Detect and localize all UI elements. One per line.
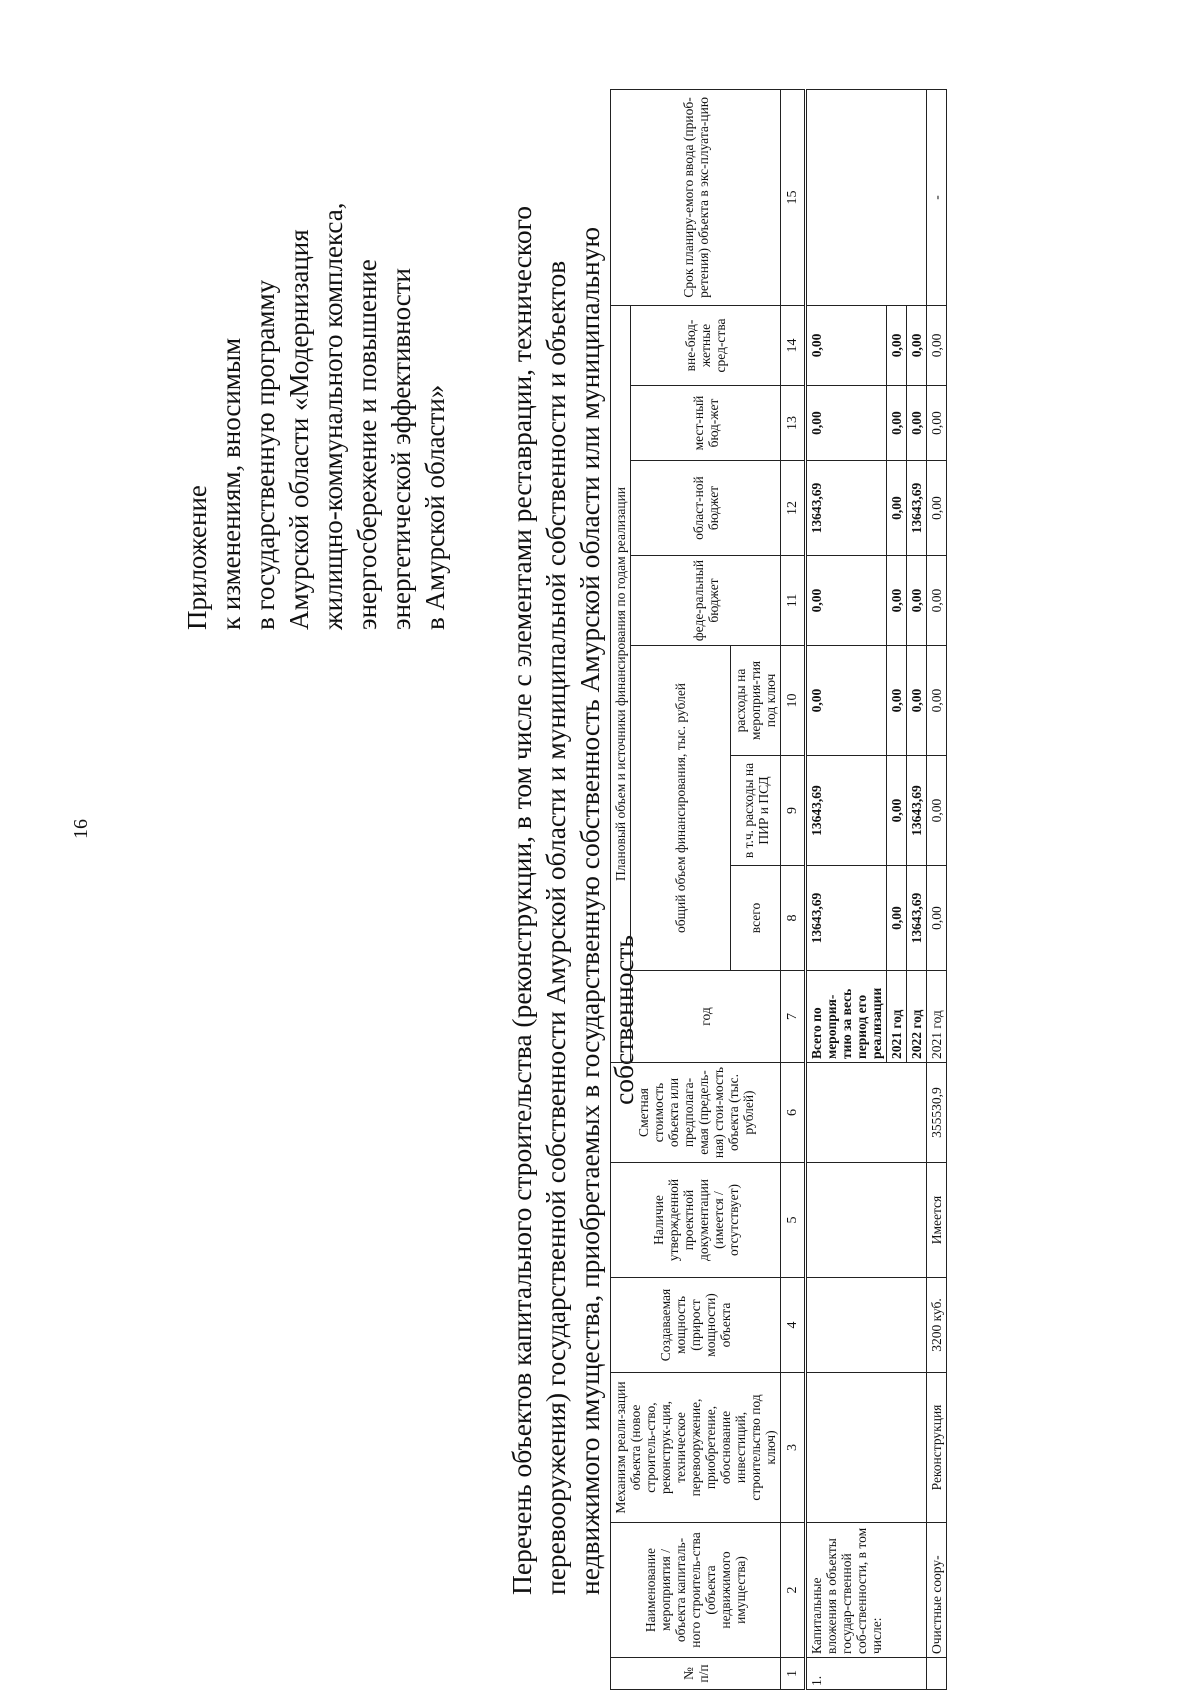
appendix-line: к изменениям, вносимым bbox=[216, 337, 246, 630]
header-capacity: Создаваемая мощность (прирост мощности) объекта bbox=[611, 1278, 781, 1373]
column-number: 8 bbox=[781, 866, 806, 971]
header-financing-group: Плановый объем и источники финансирования по годам реализации bbox=[611, 305, 631, 1062]
header-mechanism: Механизм реали-зации объекта (новое строитель-ство, реконструк-ция, техническое перевооружение, приобретение, обоснование инвестиций, строительство под ключ) bbox=[611, 1373, 781, 1523]
header-name: Наименование мероприятия / объекта капиталь-ного строитель-ства (объекта недвижимого имущества) bbox=[611, 1523, 781, 1658]
row-total: 13643,69 bbox=[806, 866, 887, 971]
row-regional: 0,00 bbox=[887, 461, 907, 556]
column-number: 12 bbox=[781, 461, 806, 556]
objects-table bbox=[610, 89, 947, 1690]
row-name: Капитальные вложения в объекты государ-ственной соб-ственности, в том числе: bbox=[806, 1523, 927, 1658]
header-federal: феде-ральный бюджет bbox=[631, 556, 781, 646]
row-extra: 0,00 bbox=[806, 305, 887, 385]
row-pir: 13643,69 bbox=[806, 756, 887, 866]
appendix-line: энергетической эффективности bbox=[386, 268, 416, 630]
column-number-row bbox=[781, 89, 806, 1689]
row-extra: 0,00 bbox=[927, 305, 947, 385]
row-local: 0,00 bbox=[806, 386, 887, 461]
row-cost bbox=[806, 1063, 927, 1163]
header-pir: в т.ч. расходы на ПИР и ПСД bbox=[731, 756, 781, 866]
row-federal: 0,00 bbox=[907, 556, 927, 646]
row-local: 0,00 bbox=[887, 386, 907, 461]
column-number: 15 bbox=[781, 89, 806, 305]
appendix-line: в государственную программу bbox=[250, 279, 280, 630]
row-regional: 0,00 bbox=[927, 461, 947, 556]
column-number: 11 bbox=[781, 556, 806, 646]
row-deadline bbox=[806, 89, 927, 305]
header-docs: Наличие утвержденной проектной документации (имеется / отсутствует) bbox=[611, 1163, 781, 1278]
column-number: 10 bbox=[781, 646, 806, 756]
appendix-line: Приложение bbox=[182, 485, 212, 630]
row-local: 0,00 bbox=[927, 386, 947, 461]
header-local: мест-ный бюд-жет bbox=[631, 386, 781, 461]
appendix-line: жилищно-коммунального комплекса, bbox=[318, 202, 348, 630]
row-name: Очистные соору- bbox=[927, 1523, 947, 1658]
row-mechanism bbox=[806, 1373, 927, 1523]
objects-table-wrapper bbox=[610, 90, 947, 1690]
row-pir: 0,00 bbox=[927, 756, 947, 866]
row-year: 2021 год bbox=[887, 971, 907, 1063]
header-turnkey: расходы на мероприя-тия под ключ bbox=[731, 646, 781, 756]
row-pir: 13643,69 bbox=[907, 756, 927, 866]
column-number: 6 bbox=[781, 1063, 806, 1163]
column-number: 14 bbox=[781, 305, 806, 385]
column-number: 4 bbox=[781, 1278, 806, 1373]
row-year: 2022 год bbox=[907, 971, 927, 1063]
row-federal: 0,00 bbox=[806, 556, 887, 646]
header-total: всего bbox=[731, 866, 781, 971]
appendix-line: Амурской области «Модернизация bbox=[284, 229, 314, 630]
appendix-line: энергосбережение и повышение bbox=[352, 259, 382, 630]
row-turnkey: 0,00 bbox=[927, 646, 947, 756]
row-number bbox=[927, 1658, 947, 1690]
row-deadline: - bbox=[927, 89, 947, 305]
title-line: недвижимого имущества, приобретаемых в государственную собственность Амурской области или муниципальную bbox=[574, 226, 605, 1595]
table-row bbox=[806, 89, 887, 1689]
column-number: 2 bbox=[781, 1523, 806, 1658]
row-total: 0,00 bbox=[927, 866, 947, 971]
row-capacity bbox=[806, 1278, 927, 1373]
column-number: 9 bbox=[781, 756, 806, 866]
row-federal: 0,00 bbox=[927, 556, 947, 646]
row-extra: 0,00 bbox=[887, 305, 907, 385]
header-row bbox=[611, 89, 631, 1689]
header-deadline: Срок планиру-емого ввода (приоб-ретения) объекта в экс-плуата-цию bbox=[611, 89, 781, 305]
row-turnkey: 0,00 bbox=[806, 646, 887, 756]
header-extra: вне-бюд-жетные сред-ства bbox=[631, 305, 781, 385]
row-total: 0,00 bbox=[887, 866, 907, 971]
column-number: 3 bbox=[781, 1373, 806, 1523]
row-turnkey: 0,00 bbox=[887, 646, 907, 756]
row-number: 1. bbox=[806, 1658, 927, 1690]
header-total-group: общий объем финансирования, тыс. рублей bbox=[631, 646, 731, 971]
header-cost: Сметная стоимость объекта или предполага-емая (предель-ная) стои-мость объекта (тыс. рублей) bbox=[611, 1063, 781, 1163]
row-pir: 0,00 bbox=[887, 756, 907, 866]
row-turnkey: 0,00 bbox=[907, 646, 927, 756]
column-number: 7 bbox=[781, 971, 806, 1063]
column-number: 5 bbox=[781, 1163, 806, 1278]
table-row bbox=[927, 89, 947, 1689]
row-federal: 0,00 bbox=[887, 556, 907, 646]
title-line: собственность bbox=[608, 935, 639, 1105]
row-cost: 355530,9 bbox=[927, 1063, 947, 1163]
title-line: перевооружения) государственной собственности Амурской области и муниципальной собственности и объектов bbox=[540, 260, 571, 1595]
header-regional: област-ной бюджет bbox=[631, 461, 781, 556]
row-total: 13643,69 bbox=[907, 866, 927, 971]
title-line: Перечень объектов капитального строительства (реконструкции, в том числе с элементами реставрации, технического bbox=[506, 206, 537, 1595]
row-capacity: 3200 куб. bbox=[927, 1278, 947, 1373]
page-number: 16 bbox=[70, 819, 92, 839]
row-year: 2021 год bbox=[927, 971, 947, 1063]
row-regional: 13643,69 bbox=[806, 461, 887, 556]
row-docs bbox=[806, 1163, 927, 1278]
row-extra: 0,00 bbox=[907, 305, 927, 385]
appendix-note bbox=[180, 203, 452, 630]
row-year: Всего по мероприя-тию за весь период его реализации bbox=[806, 971, 887, 1063]
header-year: год bbox=[631, 971, 781, 1063]
row-docs: Имеется bbox=[927, 1163, 947, 1278]
row-mechanism: Реконструкция bbox=[927, 1373, 947, 1523]
column-number: 1 bbox=[781, 1658, 806, 1690]
appendix-line: в Амурской области» bbox=[420, 384, 450, 630]
column-number: 13 bbox=[781, 386, 806, 461]
header-no: № п/п bbox=[611, 1658, 781, 1690]
row-regional: 13643,69 bbox=[907, 461, 927, 556]
row-local: 0,00 bbox=[907, 386, 927, 461]
